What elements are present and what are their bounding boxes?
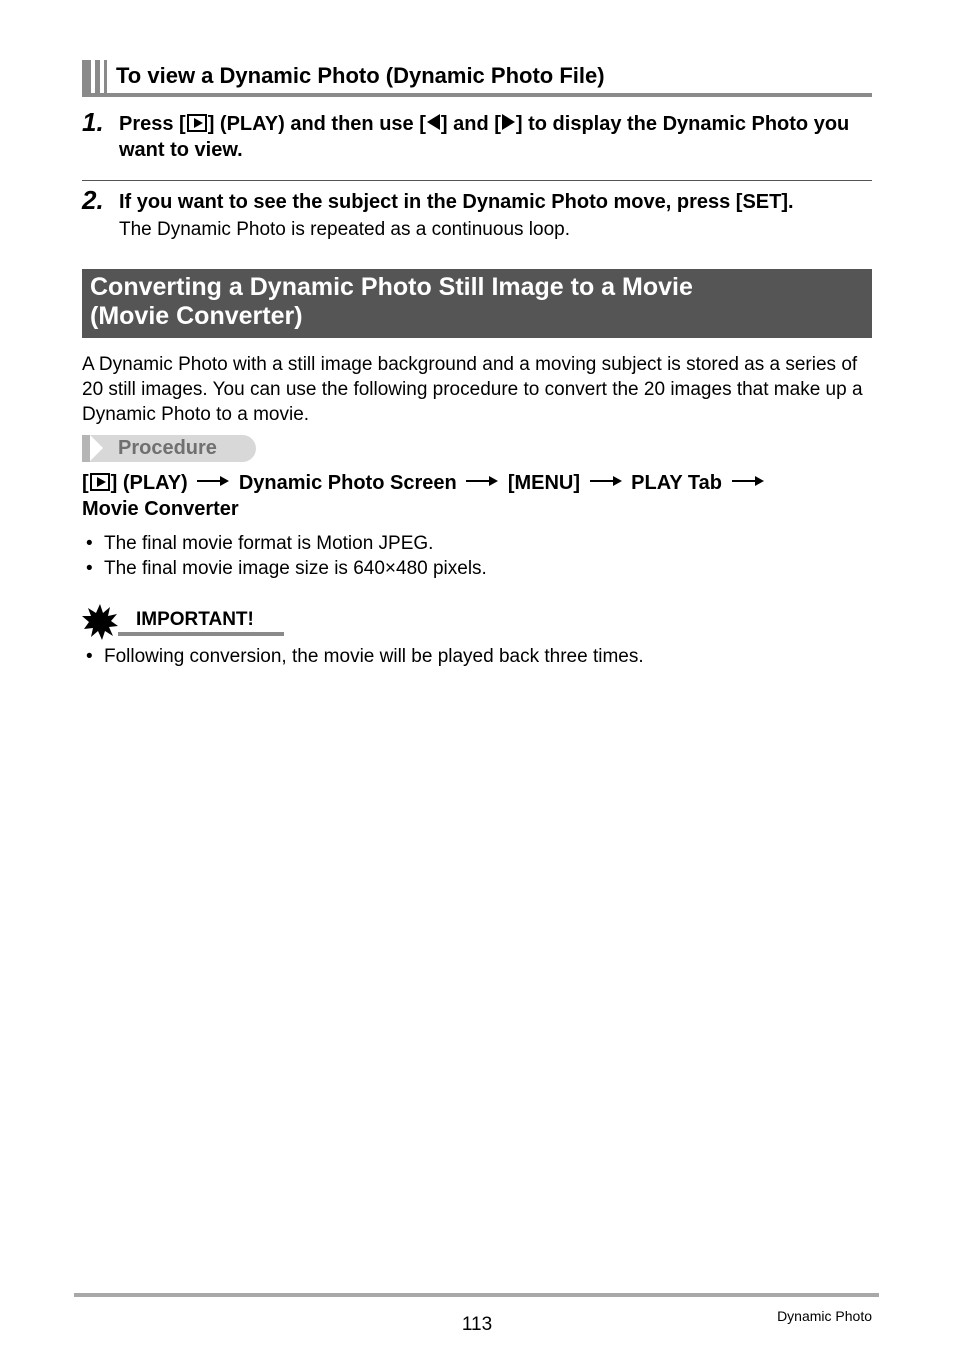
footer-section-name: Dynamic Photo <box>777 1308 872 1324</box>
important-burst-icon <box>82 604 118 640</box>
play-icon <box>90 473 110 491</box>
step-1-text <box>119 111 869 163</box>
footer-rule <box>74 1293 879 1297</box>
path-item: [MENU] <box>507 472 581 494</box>
step-1-text-part: ] (PLAY) and then use [ <box>207 113 426 135</box>
step-2-number: 2. <box>82 185 104 215</box>
path-open: [ <box>82 472 89 494</box>
important-list <box>86 644 876 669</box>
important-label: IMPORTANT! <box>136 609 254 630</box>
procedure-chevron-icon <box>90 435 103 461</box>
step-1-text-part: Press [ <box>119 113 186 135</box>
step-1-text-part: ] and [ <box>440 113 501 135</box>
section-heading: To view a Dynamic Photo (Dynamic Photo File) <box>116 63 605 88</box>
procedure-badge-bar <box>82 435 90 462</box>
right-arrow-icon <box>590 476 622 486</box>
list-item: • The final movie image size is 640×480 pixels. <box>86 556 876 581</box>
important-rule <box>118 632 284 636</box>
step-1-text-part: ] to display the Dynamic Photo you want to view. <box>119 113 850 161</box>
path-item: Dynamic Photo Screen <box>238 472 457 494</box>
right-arrow-icon <box>466 476 498 486</box>
step-1-number: 1. <box>82 107 104 137</box>
step-separator <box>82 180 872 181</box>
right-arrow-icon <box>732 476 764 486</box>
step-2-note: The Dynamic Photo is repeated as a continuous loop. <box>119 219 570 240</box>
left-arrow-icon <box>427 114 440 130</box>
page-number: 113 <box>461 1314 493 1335</box>
right-arrow-icon <box>502 114 515 130</box>
banner-title-line-1: Converting a Dynamic Photo Still Image to a Movie <box>90 273 693 301</box>
heading-bars-decoration <box>82 60 112 96</box>
play-icon <box>187 114 207 132</box>
list-item: • The final movie format is Motion JPEG. <box>86 531 876 556</box>
path-play: ] (PLAY) <box>110 472 188 494</box>
notes-list <box>86 531 876 581</box>
right-arrow-icon <box>197 476 229 486</box>
list-item: • Following conversion, the movie will be played back three times. <box>86 644 876 669</box>
procedure-path <box>82 470 872 522</box>
path-item: Movie Converter <box>82 498 239 520</box>
banner-title-line-2: (Movie Converter) <box>90 302 303 330</box>
path-item: PLAY Tab <box>631 472 722 494</box>
heading-rule <box>82 93 872 97</box>
step-2-text: If you want to see the subject in the Dynamic Photo move, press [SET]. <box>119 191 794 213</box>
intro-paragraph: A Dynamic Photo with a still image background and a moving subject is stored as a series of 20 still images. You can use the following procedure to convert the 20 images that make up a Dynamic Photo to a movie. <box>82 354 863 425</box>
section-banner-title <box>90 273 850 331</box>
procedure-label: Procedure <box>118 437 217 459</box>
